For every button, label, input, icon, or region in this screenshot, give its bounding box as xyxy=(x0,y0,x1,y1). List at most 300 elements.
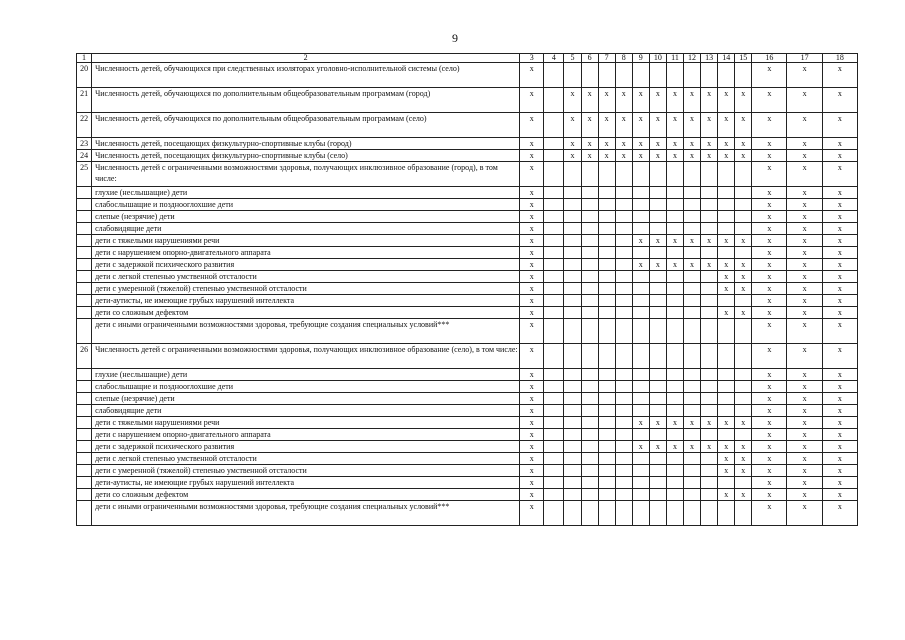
cell-col-8 xyxy=(615,429,632,441)
cell-col-3: x xyxy=(520,187,544,199)
cell-col-12 xyxy=(684,283,701,295)
cell-col-16: x xyxy=(752,344,787,369)
cell-col-15 xyxy=(735,405,752,417)
cell-col-8 xyxy=(615,405,632,417)
cell-col-16: x xyxy=(752,405,787,417)
cell-col-16: x xyxy=(752,199,787,211)
cell-col-5: x xyxy=(564,88,581,113)
cell-col-13 xyxy=(701,453,718,465)
row-label: дети с задержкой психического развития xyxy=(92,259,520,271)
cell-col-5 xyxy=(564,307,581,319)
cell-col-15: x xyxy=(735,489,752,501)
row-number xyxy=(77,307,92,319)
cell-col-18: x xyxy=(822,247,857,259)
row-number xyxy=(77,369,92,381)
column-header-row xyxy=(77,54,858,63)
table-row xyxy=(77,138,858,150)
cell-col-16: x xyxy=(752,150,787,162)
cell-col-10 xyxy=(649,453,666,465)
cell-col-4 xyxy=(544,453,564,465)
cell-col-4 xyxy=(544,283,564,295)
cell-col-18: x xyxy=(822,235,857,247)
cell-col-13: x xyxy=(701,235,718,247)
cell-col-13 xyxy=(701,501,718,526)
cell-col-14: x xyxy=(718,283,735,295)
cell-col-11: x xyxy=(666,138,683,150)
table-row xyxy=(77,405,858,417)
column-header-13: 13 xyxy=(701,54,718,63)
cell-col-5 xyxy=(564,211,581,223)
cell-col-5 xyxy=(564,283,581,295)
cell-col-9 xyxy=(632,247,649,259)
table-row xyxy=(77,295,858,307)
cell-col-15 xyxy=(735,319,752,344)
cell-col-10 xyxy=(649,344,666,369)
cell-col-6 xyxy=(581,344,598,369)
column-header-14: 14 xyxy=(718,54,735,63)
cell-col-9: x xyxy=(632,113,649,138)
cell-col-3: x xyxy=(520,223,544,235)
cell-col-5 xyxy=(564,477,581,489)
cell-col-15 xyxy=(735,199,752,211)
table-row xyxy=(77,211,858,223)
table-row xyxy=(77,199,858,211)
cell-col-3: x xyxy=(520,405,544,417)
cell-col-9: x xyxy=(632,235,649,247)
cell-col-9 xyxy=(632,162,649,187)
cell-col-9 xyxy=(632,369,649,381)
cell-col-7 xyxy=(598,393,615,405)
cell-col-9 xyxy=(632,405,649,417)
cell-col-5 xyxy=(564,369,581,381)
cell-col-11 xyxy=(666,199,683,211)
cell-col-9 xyxy=(632,283,649,295)
cell-col-5 xyxy=(564,63,581,88)
table-row xyxy=(77,283,858,295)
cell-col-7 xyxy=(598,223,615,235)
cell-col-6 xyxy=(581,307,598,319)
cell-col-15 xyxy=(735,344,752,369)
cell-col-17: x xyxy=(787,295,822,307)
table-row xyxy=(77,477,858,489)
cell-col-3: x xyxy=(520,453,544,465)
cell-col-4 xyxy=(544,405,564,417)
cell-col-6 xyxy=(581,199,598,211)
cell-col-7 xyxy=(598,235,615,247)
cell-col-9 xyxy=(632,199,649,211)
row-number xyxy=(77,223,92,235)
cell-col-17: x xyxy=(787,465,822,477)
table-row xyxy=(77,88,858,113)
row-label: глухие (неслышащие) дети xyxy=(92,187,520,199)
cell-col-11: x xyxy=(666,259,683,271)
cell-col-4 xyxy=(544,211,564,223)
cell-col-5 xyxy=(564,465,581,477)
row-number xyxy=(77,381,92,393)
cell-col-8 xyxy=(615,393,632,405)
cell-col-13 xyxy=(701,162,718,187)
cell-col-10: x xyxy=(649,88,666,113)
cell-col-16: x xyxy=(752,88,787,113)
cell-col-11 xyxy=(666,187,683,199)
cell-col-15: x xyxy=(735,283,752,295)
cell-col-16: x xyxy=(752,417,787,429)
row-number xyxy=(77,453,92,465)
cell-col-6 xyxy=(581,223,598,235)
cell-col-18: x xyxy=(822,501,857,526)
cell-col-17: x xyxy=(787,199,822,211)
cell-col-3: x xyxy=(520,319,544,344)
cell-col-6 xyxy=(581,247,598,259)
cell-col-11 xyxy=(666,501,683,526)
cell-col-12 xyxy=(684,489,701,501)
cell-col-14 xyxy=(718,501,735,526)
cell-col-11 xyxy=(666,223,683,235)
cell-col-13 xyxy=(701,247,718,259)
cell-col-5: x xyxy=(564,113,581,138)
cell-col-3: x xyxy=(520,150,544,162)
cell-col-11 xyxy=(666,369,683,381)
cell-col-14 xyxy=(718,393,735,405)
cell-col-11 xyxy=(666,344,683,369)
cell-col-11 xyxy=(666,211,683,223)
table-row xyxy=(77,429,858,441)
cell-col-13 xyxy=(701,369,718,381)
cell-col-4 xyxy=(544,63,564,88)
cell-col-5 xyxy=(564,405,581,417)
column-header-6: 6 xyxy=(581,54,598,63)
cell-col-9 xyxy=(632,381,649,393)
cell-col-7 xyxy=(598,63,615,88)
cell-col-3: x xyxy=(520,211,544,223)
cell-col-11 xyxy=(666,319,683,344)
cell-col-8 xyxy=(615,369,632,381)
cell-col-11: x xyxy=(666,417,683,429)
cell-col-11 xyxy=(666,477,683,489)
cell-col-16: x xyxy=(752,465,787,477)
table-row xyxy=(77,162,858,187)
cell-col-15 xyxy=(735,295,752,307)
row-label: Численность детей, посещающих физкультурно-спортивные клубы (село) xyxy=(92,150,520,162)
row-label: дети с нарушением опорно-двигательного аппарата xyxy=(92,247,520,259)
table-row xyxy=(77,235,858,247)
cell-col-15: x xyxy=(735,453,752,465)
cell-col-13: x xyxy=(701,150,718,162)
cell-col-3: x xyxy=(520,247,544,259)
cell-col-18: x xyxy=(822,295,857,307)
cell-col-17: x xyxy=(787,369,822,381)
cell-col-12: x xyxy=(684,235,701,247)
row-number: 21 xyxy=(77,88,92,113)
cell-col-5 xyxy=(564,271,581,283)
cell-col-14 xyxy=(718,429,735,441)
cell-col-7 xyxy=(598,211,615,223)
cell-col-5 xyxy=(564,259,581,271)
cell-col-15 xyxy=(735,247,752,259)
cell-col-17: x xyxy=(787,477,822,489)
cell-col-17: x xyxy=(787,235,822,247)
cell-col-8 xyxy=(615,501,632,526)
cell-col-5 xyxy=(564,393,581,405)
cell-col-13 xyxy=(701,187,718,199)
cell-col-3: x xyxy=(520,162,544,187)
cell-col-7 xyxy=(598,247,615,259)
cell-col-9 xyxy=(632,63,649,88)
cell-col-9: x xyxy=(632,441,649,453)
cell-col-4 xyxy=(544,465,564,477)
row-label: Численность детей с ограниченными возможностями здоровья, получающих инклюзивное образование (город), в том числе: xyxy=(92,162,520,187)
cell-col-7 xyxy=(598,381,615,393)
cell-col-14 xyxy=(718,223,735,235)
row-label: слабовидящие дети xyxy=(92,405,520,417)
cell-col-11 xyxy=(666,63,683,88)
table-row xyxy=(77,344,858,369)
row-label: слабослышащие и позднооглохшие дети xyxy=(92,199,520,211)
cell-col-10 xyxy=(649,405,666,417)
cell-col-13 xyxy=(701,319,718,344)
cell-col-6 xyxy=(581,211,598,223)
cell-col-18: x xyxy=(822,187,857,199)
cell-col-9 xyxy=(632,393,649,405)
cell-col-14: x xyxy=(718,271,735,283)
row-label: дети со сложным дефектом xyxy=(92,307,520,319)
cell-col-7 xyxy=(598,405,615,417)
cell-col-16: x xyxy=(752,429,787,441)
cell-col-17: x xyxy=(787,453,822,465)
cell-col-3: x xyxy=(520,235,544,247)
cell-col-9 xyxy=(632,187,649,199)
cell-col-17: x xyxy=(787,319,822,344)
cell-col-6 xyxy=(581,319,598,344)
cell-col-16: x xyxy=(752,259,787,271)
cell-col-4 xyxy=(544,259,564,271)
cell-col-13 xyxy=(701,465,718,477)
cell-col-6: x xyxy=(581,113,598,138)
cell-col-3: x xyxy=(520,307,544,319)
cell-col-9: x xyxy=(632,417,649,429)
row-number xyxy=(77,187,92,199)
cell-col-16: x xyxy=(752,477,787,489)
row-label: Численность детей, посещающих физкультурно-спортивные клубы (город) xyxy=(92,138,520,150)
cell-col-18: x xyxy=(822,138,857,150)
cell-col-7: x xyxy=(598,138,615,150)
cell-col-16: x xyxy=(752,235,787,247)
cell-col-4 xyxy=(544,223,564,235)
cell-col-11 xyxy=(666,453,683,465)
cell-col-7 xyxy=(598,199,615,211)
table-row xyxy=(77,465,858,477)
cell-col-15: x xyxy=(735,113,752,138)
cell-col-7 xyxy=(598,369,615,381)
cell-col-4 xyxy=(544,162,564,187)
cell-col-15: x xyxy=(735,465,752,477)
cell-col-17: x xyxy=(787,489,822,501)
cell-col-5 xyxy=(564,501,581,526)
table-row xyxy=(77,223,858,235)
cell-col-5: x xyxy=(564,150,581,162)
cell-col-10 xyxy=(649,271,666,283)
cell-col-12 xyxy=(684,453,701,465)
cell-col-18: x xyxy=(822,113,857,138)
cell-col-15 xyxy=(735,187,752,199)
cell-col-18: x xyxy=(822,63,857,88)
cell-col-10: x xyxy=(649,138,666,150)
cell-col-6 xyxy=(581,465,598,477)
cell-col-7: x xyxy=(598,113,615,138)
cell-col-3: x xyxy=(520,344,544,369)
cell-col-9 xyxy=(632,319,649,344)
cell-col-5 xyxy=(564,453,581,465)
cell-col-15: x xyxy=(735,271,752,283)
cell-col-8 xyxy=(615,295,632,307)
cell-col-9 xyxy=(632,465,649,477)
cell-col-8 xyxy=(615,199,632,211)
row-label: дети-аутисты, не имеющие грубых нарушений интеллекта xyxy=(92,477,520,489)
cell-col-8: x xyxy=(615,150,632,162)
cell-col-13 xyxy=(701,271,718,283)
column-header-3: 3 xyxy=(520,54,544,63)
column-header-7: 7 xyxy=(598,54,615,63)
cell-col-12 xyxy=(684,319,701,344)
cell-col-12: x xyxy=(684,113,701,138)
table-row xyxy=(77,259,858,271)
cell-col-8: x xyxy=(615,138,632,150)
cell-col-18: x xyxy=(822,271,857,283)
cell-col-3: x xyxy=(520,63,544,88)
cell-col-14 xyxy=(718,369,735,381)
cell-col-3: x xyxy=(520,393,544,405)
cell-col-15 xyxy=(735,429,752,441)
cell-col-7 xyxy=(598,344,615,369)
cell-col-8 xyxy=(615,63,632,88)
cell-col-18: x xyxy=(822,453,857,465)
cell-col-4 xyxy=(544,381,564,393)
row-number xyxy=(77,441,92,453)
cell-col-6 xyxy=(581,417,598,429)
cell-col-10 xyxy=(649,63,666,88)
cell-col-3: x xyxy=(520,477,544,489)
cell-col-4 xyxy=(544,319,564,344)
column-header-1: 1 xyxy=(77,54,92,63)
cell-col-15 xyxy=(735,477,752,489)
row-number: 22 xyxy=(77,113,92,138)
cell-col-12 xyxy=(684,477,701,489)
cell-col-4 xyxy=(544,369,564,381)
cell-col-10 xyxy=(649,295,666,307)
cell-col-10 xyxy=(649,489,666,501)
row-label: Численность детей, обучающихся по дополнительным общеобразовательным программам (город) xyxy=(92,88,520,113)
row-label: дети с умеренной (тяжелой) степенью умственной отсталости xyxy=(92,283,520,295)
cell-col-7 xyxy=(598,441,615,453)
cell-col-5 xyxy=(564,417,581,429)
cell-col-8 xyxy=(615,477,632,489)
cell-col-5 xyxy=(564,429,581,441)
cell-col-6 xyxy=(581,369,598,381)
cell-col-17: x xyxy=(787,381,822,393)
cell-col-6 xyxy=(581,393,598,405)
cell-col-4 xyxy=(544,441,564,453)
cell-col-4 xyxy=(544,417,564,429)
cell-col-4 xyxy=(544,295,564,307)
cell-col-18: x xyxy=(822,211,857,223)
cell-col-5 xyxy=(564,162,581,187)
cell-col-8 xyxy=(615,259,632,271)
cell-col-7 xyxy=(598,162,615,187)
cell-col-11 xyxy=(666,271,683,283)
column-header-4: 4 xyxy=(544,54,564,63)
cell-col-15: x xyxy=(735,150,752,162)
column-header-9: 9 xyxy=(632,54,649,63)
cell-col-6: x xyxy=(581,88,598,113)
row-number: 26 xyxy=(77,344,92,369)
cell-col-12 xyxy=(684,211,701,223)
cell-col-15 xyxy=(735,369,752,381)
cell-col-15: x xyxy=(735,307,752,319)
cell-col-17: x xyxy=(787,501,822,526)
cell-col-16: x xyxy=(752,441,787,453)
cell-col-17: x xyxy=(787,417,822,429)
cell-col-12 xyxy=(684,162,701,187)
cell-col-13: x xyxy=(701,88,718,113)
cell-col-10 xyxy=(649,477,666,489)
cell-col-8 xyxy=(615,417,632,429)
table-row xyxy=(77,369,858,381)
cell-col-3: x xyxy=(520,417,544,429)
row-label: дети со сложным дефектом xyxy=(92,489,520,501)
cell-col-14 xyxy=(718,63,735,88)
cell-col-11 xyxy=(666,162,683,187)
row-label: дети-аутисты, не имеющие грубых нарушений интеллекта xyxy=(92,295,520,307)
cell-col-9 xyxy=(632,429,649,441)
cell-col-9 xyxy=(632,295,649,307)
row-number xyxy=(77,211,92,223)
cell-col-16: x xyxy=(752,369,787,381)
cell-col-16: x xyxy=(752,138,787,150)
cell-col-11 xyxy=(666,465,683,477)
cell-col-12 xyxy=(684,344,701,369)
cell-col-10 xyxy=(649,211,666,223)
cell-col-5 xyxy=(564,187,581,199)
cell-col-18: x xyxy=(822,381,857,393)
cell-col-18: x xyxy=(822,405,857,417)
cell-col-7 xyxy=(598,295,615,307)
cell-col-18: x xyxy=(822,259,857,271)
cell-col-15: x xyxy=(735,441,752,453)
cell-col-12 xyxy=(684,381,701,393)
cell-col-11: x xyxy=(666,441,683,453)
cell-col-14: x xyxy=(718,417,735,429)
cell-col-18: x xyxy=(822,199,857,211)
cell-col-16: x xyxy=(752,211,787,223)
cell-col-6 xyxy=(581,453,598,465)
cell-col-8 xyxy=(615,319,632,344)
row-label: дети с иными ограниченными возможностями здоровья, требующие создания специальных условий*** xyxy=(92,319,520,344)
cell-col-4 xyxy=(544,150,564,162)
cell-col-8 xyxy=(615,187,632,199)
cell-col-17: x xyxy=(787,223,822,235)
cell-col-11 xyxy=(666,489,683,501)
cell-col-16: x xyxy=(752,187,787,199)
row-number xyxy=(77,295,92,307)
cell-col-3: x xyxy=(520,138,544,150)
cell-col-6 xyxy=(581,501,598,526)
cell-col-13: x xyxy=(701,417,718,429)
cell-col-10 xyxy=(649,393,666,405)
row-number xyxy=(77,283,92,295)
cell-col-14: x xyxy=(718,441,735,453)
cell-col-8 xyxy=(615,162,632,187)
row-label: Численность детей, обучающихся при следственных изоляторах уголовно-исполнительной системы (село) xyxy=(92,63,520,88)
